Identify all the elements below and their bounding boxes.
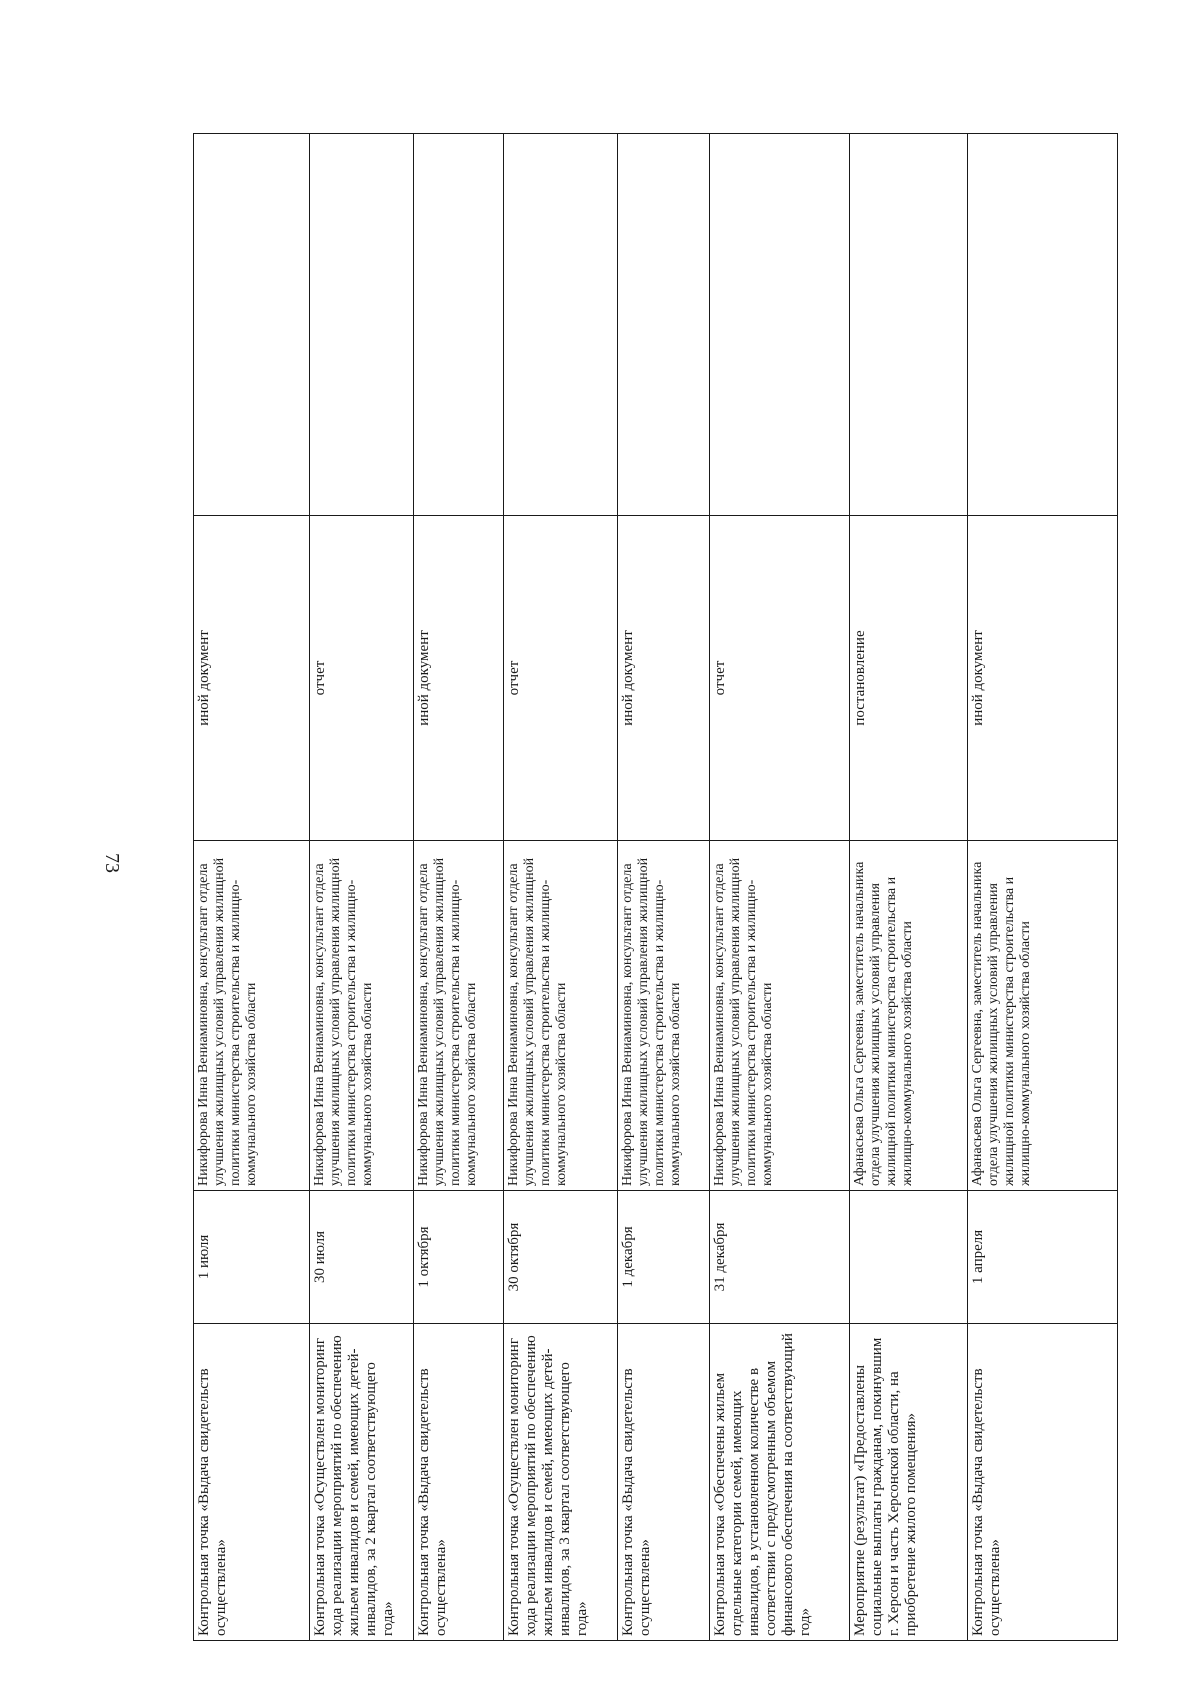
document-type-cell: постановление <box>850 516 968 841</box>
responsible-cell: Никифорова Инна Вениаминовна, консультант отдела улучшения жилищных условий управления жилищной политики министерства строительства и жилищно-коммунального хозяйства области <box>414 841 504 1191</box>
table-row <box>710 134 850 1641</box>
info-system-cell <box>310 134 414 516</box>
info-system-cell <box>504 134 618 516</box>
responsible-cell: Никифорова Инна Вениаминовна, консультант отдела улучшения жилищных условий управления жилищной политики министерства строительства и жилищно-коммунального хозяйства области <box>710 841 850 1191</box>
responsible-cell: Никифорова Инна Вениаминовна, консультант отдела улучшения жилищных условий управления жилищной политики министерства строительства и жилищно-коммунального хозяйства области <box>310 841 414 1191</box>
event-cell: Мероприятие (результат) «Предоставлены социальные выплаты гражданам, покинувшим г. Херсон и часть Херсонской области, на приобретение жилого помещения» <box>850 1324 968 1641</box>
table-row <box>414 134 504 1641</box>
event-cell: Контрольная точка «Осуществлен мониторинг хода реализации мероприятий по обеспечению жильем инвалидов и семей, имеющих детей-инвалидов, за 3 квартал соответствующего года» <box>504 1324 618 1641</box>
responsible-cell: Никифорова Инна Вениаминовна, консультант отдела улучшения жилищных условий управления жилищной политики министерства строительства и жилищно-коммунального хозяйства области <box>618 841 710 1191</box>
plan-table <box>193 133 1118 1641</box>
responsible-cell: Афанасьева Ольга Сергеевна, заместитель начальника отдела улучшения жилищных условий управления жилищной политики министерства строительства и жилищно-коммунального хозяйства области <box>968 841 1118 1191</box>
info-system-cell <box>414 134 504 516</box>
date-cell: 31 декабря <box>710 1191 850 1324</box>
date-cell: 30 октября <box>504 1191 618 1324</box>
table-row <box>504 134 618 1641</box>
rotated-table-container <box>193 134 1117 1641</box>
table-row <box>968 134 1118 1641</box>
event-cell: Контрольная точка «Осуществлен мониторинг хода реализации мероприятий по обеспечению жильем инвалидов и семей, имеющих детей-инвалидов, за 2 квартал соответствующего года» <box>310 1324 414 1641</box>
table-row <box>310 134 414 1641</box>
table-row <box>850 134 968 1641</box>
event-cell: Контрольная точка «Выдача свидетельств осуществлена» <box>194 1324 310 1641</box>
date-cell: 1 апреля <box>968 1191 1118 1324</box>
date-cell <box>850 1191 968 1324</box>
document-type-cell: отчет <box>504 516 618 841</box>
document-type-cell: иной документ <box>968 516 1118 841</box>
info-system-cell <box>618 134 710 516</box>
info-system-cell <box>710 134 850 516</box>
table-row <box>194 134 310 1641</box>
date-cell: 1 октября <box>414 1191 504 1324</box>
date-cell: 30 июля <box>310 1191 414 1324</box>
responsible-cell: Никифорова Инна Вениаминовна, консультант отдела улучшения жилищных условий управления жилищной политики министерства строительства и жилищно-коммунального хозяйства области <box>194 841 310 1191</box>
info-system-cell <box>968 134 1118 516</box>
event-cell: Контрольная точка «Выдача свидетельств осуществлена» <box>618 1324 710 1641</box>
document-type-cell: отчет <box>710 516 850 841</box>
info-system-cell <box>850 134 968 516</box>
date-cell: 1 декабря <box>618 1191 710 1324</box>
date-cell: 1 июля <box>194 1191 310 1324</box>
document-type-cell: иной документ <box>618 516 710 841</box>
document-type-cell: иной документ <box>194 516 310 841</box>
event-cell: Контрольная точка «Выдача свидетельств осуществлена» <box>968 1324 1118 1641</box>
table-row <box>618 134 710 1641</box>
event-cell: Контрольная точка «Обеспечены жильем отдельные категории семей, имеющих инвалидов, в установленном количестве в соответствии с предусмотренным объемом финансового обеспечения на соответствующий год» <box>710 1324 850 1641</box>
document-type-cell: отчет <box>310 516 414 841</box>
event-cell: Контрольная точка «Выдача свидетельств осуществлена» <box>414 1324 504 1641</box>
info-system-cell <box>194 134 310 516</box>
responsible-cell: Никифорова Инна Вениаминовна, консультант отдела улучшения жилищных условий управления жилищной политики министерства строительства и жилищно-коммунального хозяйства области <box>504 841 618 1191</box>
responsible-cell: Афанасьева Ольга Сергеевна, заместитель начальника отдела улучшения жилищных условий управления жилищной политики министерства строительства и жилищно-коммунального хозяйства области <box>850 841 968 1191</box>
page-number: 73 <box>101 853 124 873</box>
document-type-cell: иной документ <box>414 516 504 841</box>
